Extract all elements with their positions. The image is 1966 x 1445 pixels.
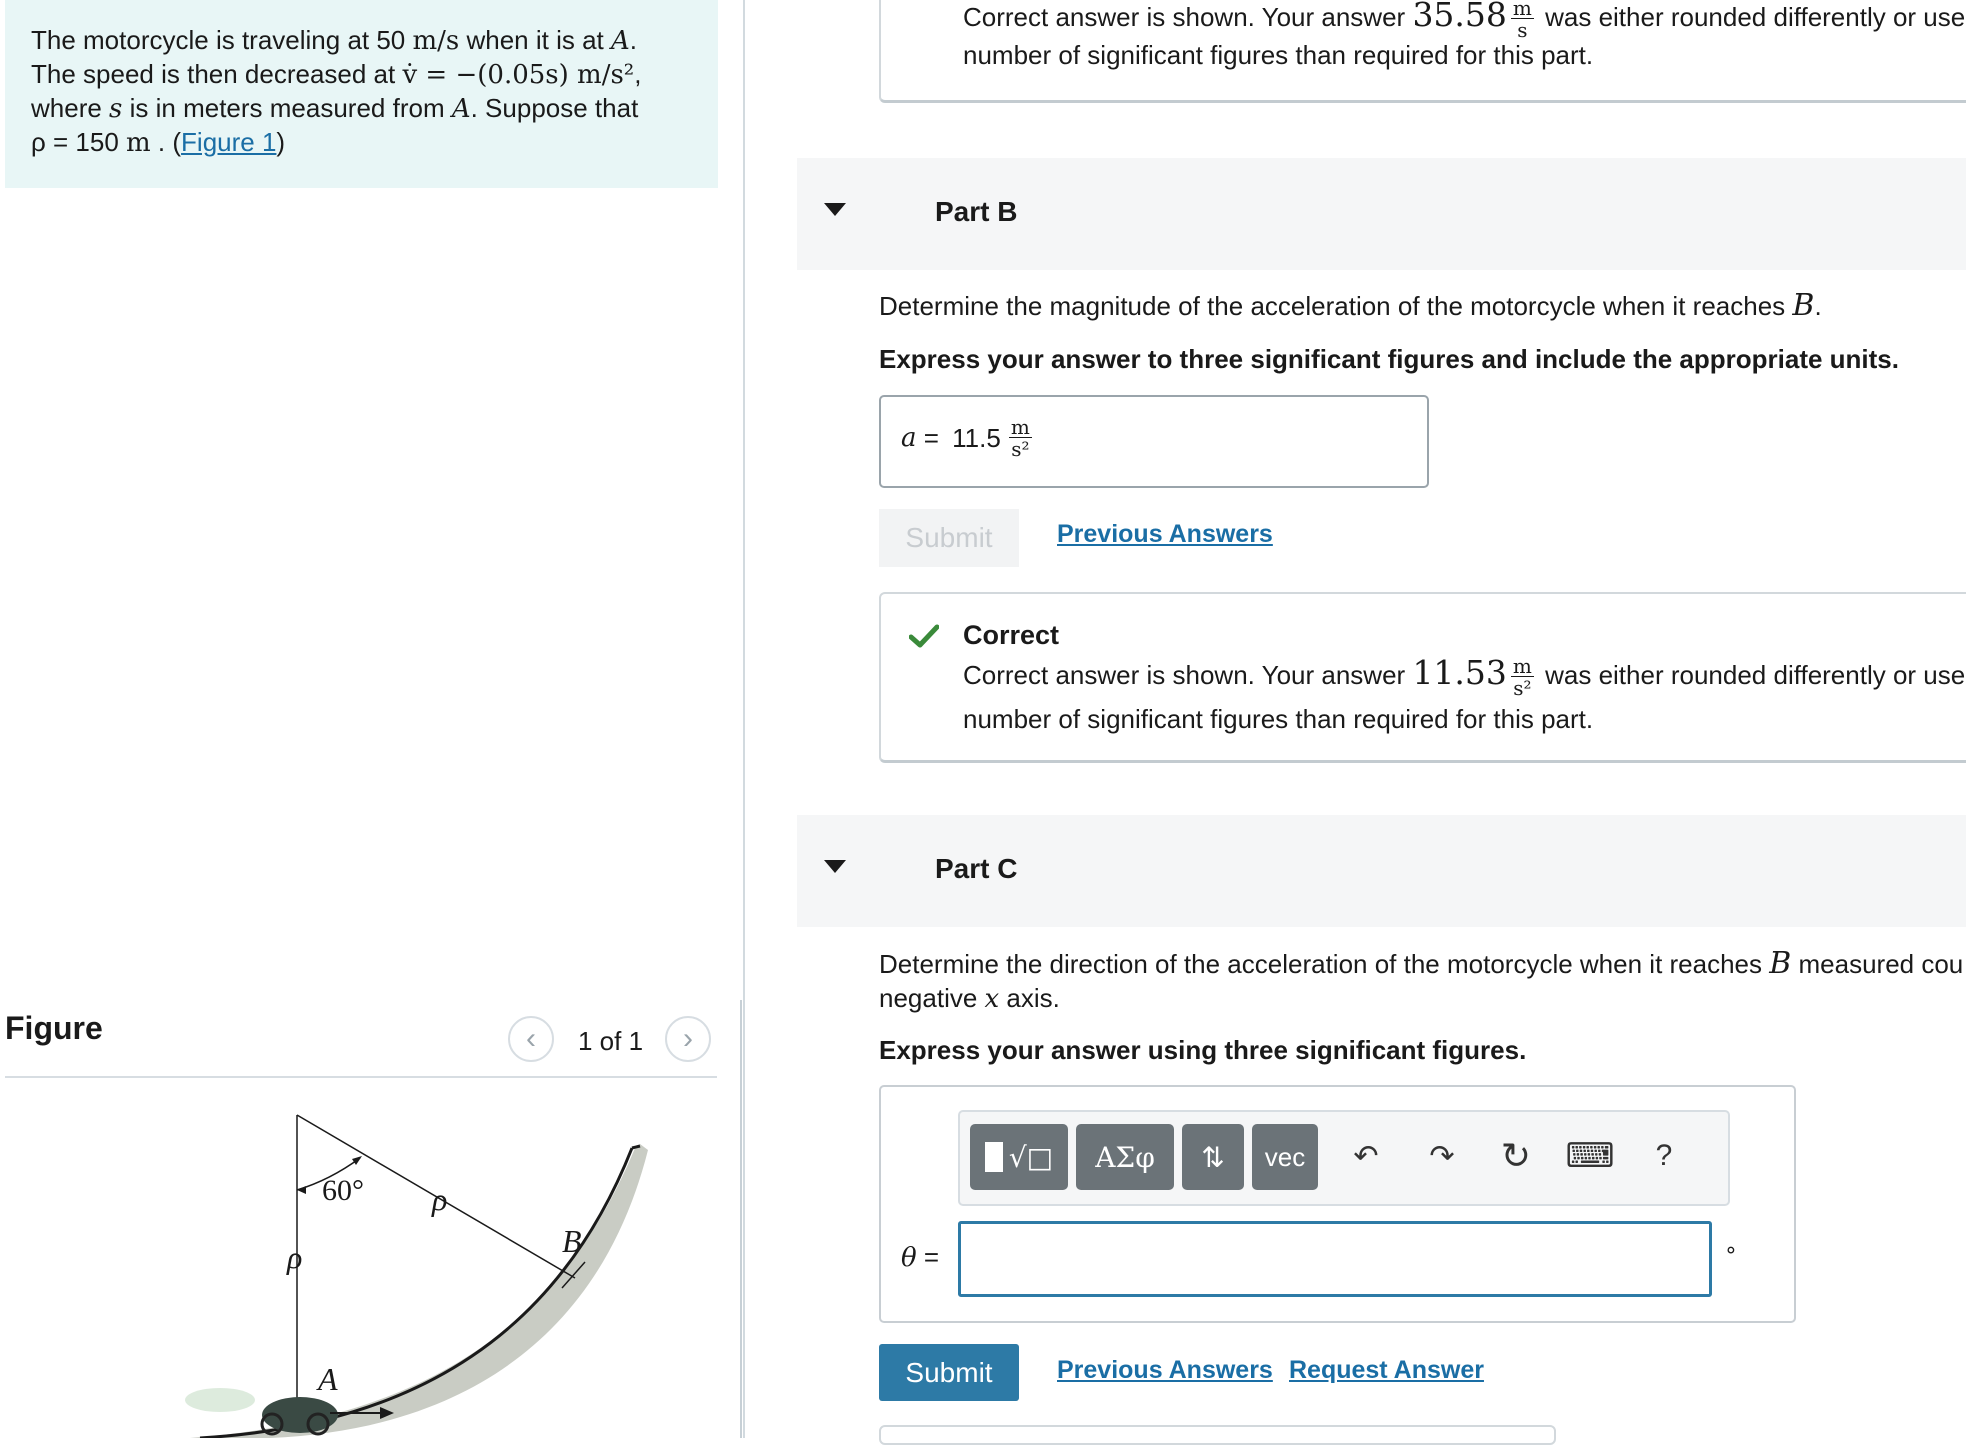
figure-link[interactable]: Figure 1: [181, 127, 277, 157]
part-b-previous-answers-link[interactable]: Previous Answers: [1057, 520, 1273, 548]
figure-title: Figure: [5, 1010, 103, 1046]
problem-pane: [0, 0, 740, 1438]
template-box-icon: [985, 1142, 1003, 1172]
problem-line-1: The motorcycle is traveling at 50 m/s when it is at A.: [31, 25, 638, 56]
part-b-feedback: [879, 592, 1966, 763]
figure-next-button[interactable]: [665, 1016, 711, 1062]
sqrt-icon: √□: [1008, 1140, 1054, 1174]
part-b-header[interactable]: [797, 158, 1966, 270]
redo-icon[interactable]: ↷: [1429, 1139, 1455, 1173]
part-b-title: Part B: [935, 196, 1018, 227]
rho-label-diagonal: ρ: [432, 1181, 448, 1217]
part-c-previous-answers-link[interactable]: Previous Answers: [1057, 1356, 1273, 1384]
deceleration-equation: v̇ = −(0.05s) m/s²: [402, 60, 635, 90]
part-b-answer-value: 11.5: [952, 422, 1001, 453]
part-b-answer-field: [879, 395, 1429, 488]
degree-unit: ∘: [1724, 1237, 1738, 1262]
updown-arrows-icon: ⇅: [1201, 1141, 1225, 1173]
part-c-question: Determine the direction of the acceleration of the motorcycle when it reaches B measured cou: [879, 946, 1964, 981]
part-b-instruction: Express your answer to three significant figures and include the appropriate units.: [879, 344, 1899, 374]
part-c-header[interactable]: [797, 815, 1966, 927]
part-b-feedback-unit: $\frac{m}{\text{s²}}$: [1512, 654, 1532, 701]
part-a-answer-unit: $\frac{m}{s}$: [1512, 0, 1532, 43]
arrows-button[interactable]: [1182, 1124, 1244, 1190]
part-a-feedback-line-2: number of significant figures than required for this part.: [963, 40, 1594, 70]
vector-button[interactable]: vec: [1252, 1124, 1318, 1190]
part-c-title: Part C: [935, 853, 1018, 884]
part-b-answer-label: a: [901, 423, 917, 453]
part-a-feedback-line-1: Correct answer is shown. Your answer 35.58 $\frac{m}{s}$ was either rounded differently or use: [963, 0, 1965, 40]
motion-blur: [185, 1388, 255, 1412]
answer-pane: [745, 0, 1966, 1438]
part-b-question: Determine the magnitude of the acceleration of the motorcycle when it reaches B.: [879, 288, 1822, 323]
rho-label-left: ρ: [287, 1239, 303, 1275]
figure-counter: 1 of 1: [578, 1026, 644, 1056]
check-icon: [909, 624, 939, 648]
track-shading: [190, 1144, 648, 1438]
chevron-right-icon: ›: [683, 1022, 693, 1055]
angle-label: 60°: [322, 1174, 364, 1207]
figure-divider: [5, 1076, 717, 1078]
part-c-answer-label: θ =: [901, 1242, 940, 1273]
part-b-feedback-line-1: Correct answer is shown. Your answer 11.53 $\frac{m}{\text{s²}}$ was either rounded differently or use: [963, 653, 1966, 701]
part-c-instruction: Express your answer using three significant figures.: [879, 1035, 1527, 1065]
part-c-submit-button[interactable]: Submit: [879, 1344, 1019, 1401]
help-icon[interactable]: ?: [1655, 1139, 1673, 1172]
math-toolbar: [958, 1110, 1730, 1206]
part-c-question-line-2: negative x axis.: [879, 983, 1060, 1014]
figure-prev-button[interactable]: [508, 1016, 554, 1062]
part-c-answer-area: [879, 1085, 1796, 1323]
next-section-box: [879, 1425, 1556, 1445]
problem-line-3: where s is in meters measured from A. Suppose that: [31, 93, 639, 124]
reset-icon[interactable]: ↻: [1500, 1135, 1532, 1176]
part-a-feedback: [879, 0, 1966, 103]
collapse-triangle-icon[interactable]: [824, 203, 846, 216]
greek-symbols-button[interactable]: ΑΣφ: [1076, 1124, 1174, 1190]
part-b-answer-content: [901, 417, 1036, 459]
part-b-answer-unit: $\frac{m}{\text{s²}}$: [1010, 415, 1030, 461]
part-b-feedback-value: 11.53: [1412, 653, 1507, 692]
motorcycle-track-figure: [150, 1100, 670, 1438]
part-c-request-answer-link[interactable]: Request Answer: [1289, 1356, 1484, 1384]
angle-arrow-right: [352, 1156, 362, 1165]
point-b-label: B: [562, 1223, 582, 1259]
problem-line-4: ρ = 150 m . (Figure 1): [31, 127, 286, 158]
problem-statement: [5, 0, 718, 188]
point-a-label: A: [318, 1361, 338, 1397]
problem-line-2: The speed is then decreased at v̇ = −(0.05s) m/s²,: [31, 59, 642, 90]
collapse-triangle-icon[interactable]: [824, 860, 846, 873]
part-b-answer-equals: =: [916, 422, 947, 453]
keyboard-icon[interactable]: ⌨: [1565, 1137, 1615, 1175]
part-b-feedback-title: Correct: [963, 620, 1060, 650]
chevron-left-icon: ‹: [526, 1022, 536, 1055]
templates-button[interactable]: [970, 1124, 1068, 1190]
theta-answer-input[interactable]: [958, 1221, 1712, 1297]
track-end: [632, 1146, 640, 1148]
undo-icon[interactable]: ↶: [1353, 1139, 1379, 1173]
pane-divider-shadow: [740, 1000, 742, 1438]
angle-arrow-left: [297, 1186, 306, 1194]
part-b-submit-button[interactable]: Submit: [879, 509, 1019, 567]
part-a-answer-value: 35.58: [1412, 0, 1507, 34]
part-b-feedback-line-2: number of significant figures than required for this part.: [963, 704, 1594, 734]
